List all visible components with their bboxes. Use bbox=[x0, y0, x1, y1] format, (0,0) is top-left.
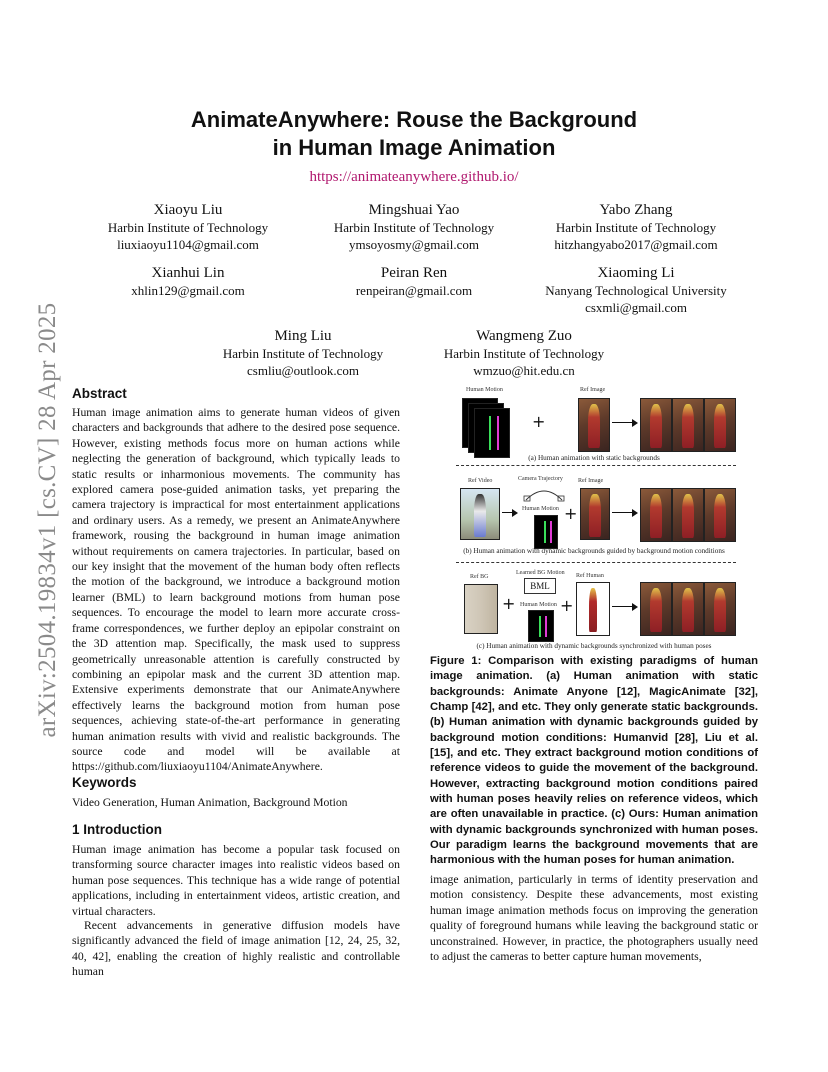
label-human-motion-a: Human Motion bbox=[466, 387, 503, 393]
author-email[interactable]: liuxiaoyu1104@gmail.com bbox=[117, 236, 259, 252]
subcaption-c: (c) Human animation with dynamic backgrounds synchronized with human poses bbox=[476, 642, 712, 650]
figure-1 bbox=[430, 384, 758, 652]
author-block bbox=[414, 326, 634, 379]
author-affiliation: Harbin Institute of Technology bbox=[222, 346, 384, 361]
intro-paragraph-2: Recent advancements in generative diffusion models have significantly advanced the field of image animation [12, 24, 25, 32, 40, 42], enabling the creation of highly realistic and controllable human bbox=[72, 919, 400, 979]
arrow-icon bbox=[502, 512, 516, 513]
author-affiliation: Harbin Institute of Technology bbox=[443, 346, 605, 361]
keywords-text: Video Generation, Human Animation, Background Motion bbox=[72, 796, 348, 809]
author-name: Peiran Ren bbox=[380, 265, 448, 281]
ref-image-frame bbox=[580, 488, 610, 540]
author-block bbox=[526, 263, 746, 316]
intro-paragraph-1: Human image animation has become a popular task focused on transforming source character images into realistic videos based on human pose sequences. This technique has a wide range of potential applications, including in entertainment videos, artistic creation, and virtual characters. bbox=[72, 843, 400, 918]
project-url-link[interactable]: https://animateanywhere.github.io/ bbox=[309, 169, 519, 185]
author-affiliation: Nanyang Technological University bbox=[545, 283, 727, 298]
author-email[interactable]: csxmli@gmail.com bbox=[585, 299, 687, 315]
introduction-heading: 1 Introduction bbox=[72, 822, 162, 837]
label-camera-trajectory: Camera Trajectory bbox=[518, 476, 563, 482]
author-email[interactable]: ymsoyosmy@gmail.com bbox=[348, 236, 480, 252]
author-affiliation: Harbin Institute of Technology bbox=[555, 220, 717, 235]
abstract-heading: Abstract bbox=[72, 386, 127, 401]
author-block bbox=[526, 200, 746, 253]
divider bbox=[456, 562, 736, 563]
label-learned-bg-motion: Learned BG Motion bbox=[516, 570, 565, 576]
title-line-2: in Human Image Animation bbox=[272, 135, 556, 160]
figure-1-caption: Figure 1: Comparison with existing paradigms of human image animation. (a) Human animation with static backgrounds: Animate Anyone [12], MagicAnimate [32], Champ [42], and etc. They only generate static backgrounds. (b) Human animation with dynamic backgrounds guided by background motion conditions: Humanvid [28], Liu et al. [15], and etc. They extract background motion conditions of reference videos to guide the movement of the background. However, extracting background motion conditions paired with human poses heavily relies on reference videos, which are often unavailable in practice. (c) Ours: Human animation with dynamic backgrounds synchronized with human poses. Our paradigm learns the background movements that are harmonious with the human poses for human animation. bbox=[430, 655, 758, 867]
label-human-motion-b: Human Motion bbox=[522, 506, 559, 512]
output-frame bbox=[672, 488, 704, 542]
bml-module: BML bbox=[524, 578, 556, 594]
divider bbox=[456, 465, 736, 466]
intro-continued: image animation, particularly in terms of identity preservation and motion consistency. Despite these advancements, most existing human image animation methods focus on improving the generation quality of foreground humans while leaving the background static or unconstrained. However, in practice, the photographers usually need to adjust the cameras to better capture human movements, bbox=[430, 873, 758, 964]
output-frame bbox=[704, 488, 736, 542]
label-human-motion-c: Human Motion bbox=[520, 602, 557, 608]
author-name: Ming Liu bbox=[274, 328, 332, 344]
author-name: Xianhui Lin bbox=[151, 265, 225, 281]
label-ref-video: Ref Video bbox=[468, 478, 493, 484]
keywords-heading: Keywords bbox=[72, 775, 137, 790]
author-affiliation: Harbin Institute of Technology bbox=[333, 220, 495, 235]
author-block bbox=[193, 326, 413, 379]
title-line-1: AnimateAnywhere: Rouse the Background bbox=[190, 107, 638, 132]
plus-icon: + bbox=[532, 412, 546, 431]
plus-icon: + bbox=[502, 594, 516, 613]
author-email[interactable]: renpeiran@gmail.com bbox=[355, 283, 473, 298]
pose-frame bbox=[528, 610, 554, 642]
output-frame bbox=[640, 582, 672, 636]
label-ref-human: Ref Human bbox=[576, 573, 604, 579]
author-name: Yabo Zhang bbox=[599, 202, 673, 218]
author-name: Xiaoming Li bbox=[597, 265, 675, 281]
arrow-icon bbox=[612, 512, 636, 513]
output-frame bbox=[704, 582, 736, 636]
plus-icon: + bbox=[564, 504, 578, 523]
author-block bbox=[78, 200, 298, 253]
author-block bbox=[304, 200, 524, 253]
output-frame bbox=[672, 398, 704, 452]
ref-image-frame bbox=[578, 398, 610, 452]
output-frame bbox=[672, 582, 704, 636]
ref-bg-frame bbox=[464, 584, 498, 634]
subcaption-b: (b) Human animation with dynamic backgrounds guided by background motion conditions bbox=[463, 547, 725, 555]
output-frame bbox=[640, 398, 672, 452]
ref-human-frame bbox=[576, 582, 610, 636]
author-email[interactable]: xhlin129@gmail.com bbox=[131, 283, 245, 298]
author-email[interactable]: hitzhangyabo2017@gmail.com bbox=[554, 236, 718, 252]
output-frame bbox=[704, 398, 736, 452]
pose-frame bbox=[474, 408, 510, 458]
author-email[interactable]: csmliu@outlook.com bbox=[247, 362, 359, 378]
author-block bbox=[78, 263, 298, 300]
subcaption-a: (a) Human animation with static backgrounds bbox=[528, 454, 660, 462]
plus-icon: + bbox=[560, 596, 574, 615]
author-name: Wangmeng Zuo bbox=[476, 328, 572, 344]
output-frame bbox=[640, 488, 672, 542]
arrow-icon bbox=[612, 422, 636, 423]
label-ref-image-b: Ref Image bbox=[578, 478, 604, 484]
label-ref-image-a: Ref Image bbox=[580, 387, 606, 393]
pose-frame bbox=[534, 515, 558, 549]
author-affiliation: Harbin Institute of Technology bbox=[107, 220, 269, 235]
ref-video-frame bbox=[460, 488, 500, 540]
label-ref-bg: Ref BG bbox=[470, 574, 489, 580]
arxiv-stamp: arXiv:2504.19834v1 [cs.CV] 28 Apr 2025 bbox=[34, 302, 61, 738]
paper-title bbox=[114, 106, 714, 162]
arrow-icon bbox=[612, 606, 636, 607]
author-name: Mingshuai Yao bbox=[368, 202, 460, 218]
author-name: Xiaoyu Liu bbox=[153, 202, 223, 218]
author-email[interactable]: wmzuo@hit.edu.cn bbox=[473, 362, 575, 378]
author-block bbox=[304, 263, 524, 300]
camera-trajectory-icon bbox=[522, 484, 566, 506]
abstract-text: Human image animation aims to generate human videos of given characters and backgrounds that adhere to the desired pose sequence. However, existing methods focus more on human actions while neglecting the generation of background, which typically leads to static results or inharmonious movements. The community has explored camera pose-guided animation tasks, yet preparing the camera trajectory is impractical for most entertainment applications and ordinary users. As a remedy, we present an AnimateAnywhere framework, rousing the background in human image animation without requirements on camera trajectories. In particular, based on our key insight that the movement of the human body often reflects the motion of the background, we introduce a background motion learner (BML) to learn background motions from human pose sequences. To encourage the model to learn more accurate cross-frame correspondences, we further deploy an epipolar constraint on the 3D attention map. Specifically, the mask used to suppress geometrically unreasonable attention is carefully constructed by combining an epipolar mask and the current 3D attention map. Extensive experiments demonstrate that our AnimateAnywhere effectively learns the background motion from human pose sequences, achieving state-of-the-art performance in generating human animation results with vivid and realistic backgrounds. The source code and model will be available at https://github.com/liuxiaoyu1104/AnimateAnywhere. bbox=[72, 406, 400, 774]
